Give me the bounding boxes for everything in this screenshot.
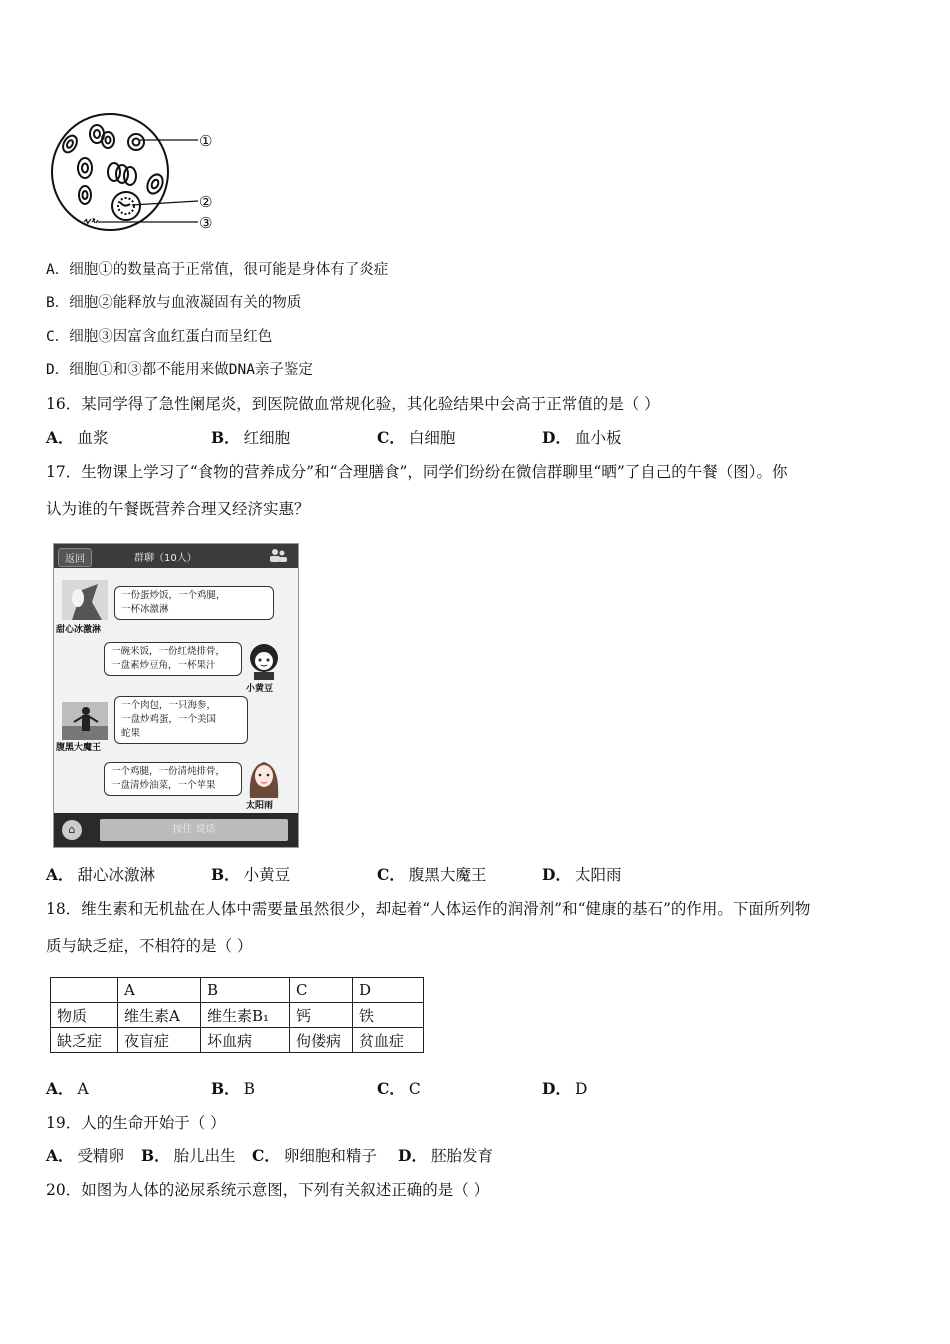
q17-stem-line2: 认为谁的午餐既营养合理又经济实惠？ [46, 500, 310, 518]
nick-sweetheart: 甜心冰激淋 [56, 625, 102, 635]
q20-stem: 20．如图为人体的泌尿系统示意图，下列有关叙述正确的是（ ） [46, 1181, 490, 1199]
table-header-row [51, 978, 424, 1003]
label-1: ① [199, 132, 213, 150]
table-cell: 夜盲症 [118, 1028, 201, 1053]
q16-option-d: D． 血小板 [542, 428, 622, 447]
q18-option-c: C． C [377, 1079, 421, 1098]
message-bubble: 一个鸡腿，一份清炖排骨， 一盘清炒油菜，一个苹果 [104, 762, 242, 796]
label-2: ② [199, 193, 213, 211]
vitamin-deficiency-table [50, 977, 424, 1053]
nick-sun-rain: 太阳雨 [246, 801, 274, 811]
q18-stem-line2: 质与缺乏症，不相符的是（ ） [46, 937, 253, 955]
q16-option-b: B． 红细胞 [211, 428, 291, 447]
table-row [51, 1003, 424, 1028]
q18-option-a: A． A [46, 1079, 89, 1098]
back-button: 返回 [58, 548, 92, 567]
voice-toggle-icon: ⌂ [62, 820, 82, 840]
q19-option-d: D． 胚胎发育 [398, 1146, 493, 1165]
avatar-dark-lord [62, 702, 108, 740]
q17-option-a: A． 甜心冰激淋 [46, 865, 156, 884]
q16-option-a: A． 血浆 [46, 428, 109, 447]
table-cell: 维生素B₁ [201, 1003, 290, 1028]
avatar-sun-rain [242, 756, 286, 798]
group-members-icon [268, 548, 288, 562]
table-cell: D [353, 978, 424, 1003]
table-cell: A [118, 978, 201, 1003]
q18-option-d: D． D [542, 1079, 588, 1098]
q19-option-c: C． 卵细胞和精子 [252, 1146, 377, 1165]
avatar-sweetheart [62, 580, 108, 620]
chat-title: 群聊（10人） [134, 553, 197, 564]
q18-option-b: B． B [211, 1079, 255, 1098]
q16-stem: 16．某同学得了急性阑尾炎，到医院做血常规化验，其化验结果中会高于正常值的是（ ） [46, 395, 660, 413]
table-cell: 铁 [353, 1003, 424, 1028]
label-3: ③ [199, 214, 213, 232]
q17-option-c: C． 腹黑大魔王 [377, 865, 487, 884]
table-cell [51, 978, 118, 1003]
wechat-group-chat-image [53, 543, 299, 848]
table-cell: 缺乏症 [51, 1028, 118, 1053]
table-cell: 贫血症 [353, 1028, 424, 1053]
q17-option-b: B． 小黄豆 [211, 865, 291, 884]
avatar-little-bean [244, 640, 284, 680]
nick-little-bean: 小黄豆 [246, 684, 274, 694]
q15-option-c: C．细胞③因富含血红蛋白而呈红色 [46, 329, 273, 345]
q19-stem: 19．人的生命开始于（ ） [46, 1114, 226, 1132]
message-bubble: 一碗米饭，一份红烧排骨， 一盘素炒豆角，一杯果汁 [104, 642, 242, 676]
table-cell: 坏血病 [201, 1028, 290, 1053]
nick-dark-lord: 腹黑大魔王 [56, 743, 102, 753]
q16-option-c: C． 白细胞 [377, 428, 456, 447]
q15-option-a: A．细胞①的数量高于正常值，很可能是身体有了炎症 [46, 262, 389, 278]
blood-smear-figure [48, 112, 228, 240]
message-bubble: 一份蛋炒饭，一个鸡腿， 一杯冰激淋 [114, 586, 274, 620]
table-cell: 物质 [51, 1003, 118, 1028]
chat-top-bar [54, 544, 298, 568]
q17-stem-line1: 17．生物课上学习了“食物的营养成分”和“合理膳食”，同学们纷纷在微信群聊里“晒”了自己的午餐（图）。你 [46, 463, 788, 481]
q19-option-b: B． 胎儿出生 [141, 1146, 236, 1165]
q18-stem-line1: 18．维生素和无机盐在人体中需要量虽然很少，却起着“人体运作的润滑剂”和“健康的基石”的作用。下面所列物 [46, 900, 811, 918]
q19-option-a: A． 受精卵 [46, 1146, 125, 1165]
table-cell: C [290, 978, 353, 1003]
chat-input-bar [54, 813, 298, 847]
table-cell: 钙 [290, 1003, 353, 1028]
q15-option-b: B．细胞②能释放与血液凝固有关的物质 [46, 295, 302, 311]
q17-option-d: D． 太阳雨 [542, 865, 622, 884]
red-blood-cell [60, 125, 165, 204]
table-cell: 维生素A [118, 1003, 201, 1028]
q15-option-d: D．细胞①和③都不能用来做DNA亲子鉴定 [46, 362, 313, 378]
table-cell: 佝偻病 [290, 1028, 353, 1053]
hold-to-talk-button: 按住 说话 [100, 819, 288, 841]
table-row [51, 1028, 424, 1053]
white-blood-cell [112, 192, 140, 220]
message-bubble: 一个肉包，一只海参， 一盘炒鸡蛋，一个美国 蛇果 [114, 696, 248, 744]
platelet [84, 218, 98, 224]
table-cell: B [201, 978, 290, 1003]
